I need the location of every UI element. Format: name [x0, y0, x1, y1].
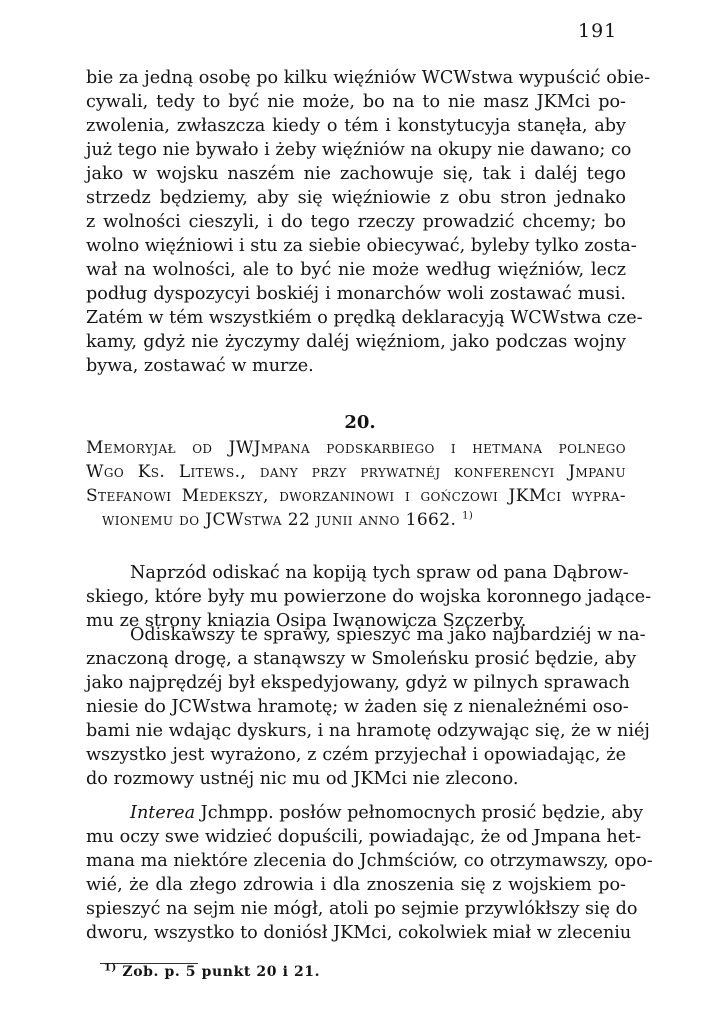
text-line: bami nie wdając dyskurs, i na hramotę odzywając się, że w niéj [86, 721, 650, 741]
text-line-first [86, 801, 644, 825]
text-line: już tego nie bywało i żeby więźniów na okupy nie dawano; co [86, 140, 632, 160]
text-line: Odiskawszy te sprawy, spieszyć ma jako najbardziéj w na- [130, 625, 646, 645]
heading-line: Memoryjał od JWJmpana podskarbiego i hetmana polnego [86, 438, 626, 458]
text-line: wolno więźniowi i stu za siebie obiecywać, byleby tylko zosta- [86, 236, 637, 256]
text-line: z wolności cieszyli, i do tego rzeczy prowadzić chcemy; bo [86, 212, 626, 232]
text-line: skiego, które były mu powierzone do wojska koronnego jadące- [86, 587, 652, 607]
text-fragment: Jchmpp. posłów pełnomocnych prosić będzie, aby [195, 803, 644, 823]
text-line: wszystko jest wyrażono, z czém przyjechał i opowiadając, że [86, 745, 626, 765]
heading-line-last [86, 508, 626, 532]
heading-line: Wgo Ks. Litews., dany przy prywatnéj konferencyi Jmpanu [86, 462, 626, 482]
footnote-mark: 1) [104, 962, 117, 974]
text-line: jako najprędzéj był ekspedyjowany, gdyż w pilnych sprawach [86, 673, 630, 693]
footnote [104, 962, 320, 982]
text-line: cywali, tedy to być nie może, bo na to nie masz JKMci po- [86, 92, 626, 112]
text-line: mu ze strony kniazia Osipa Iwanowicza Szczerby. [86, 611, 527, 631]
paragraph [86, 623, 650, 791]
footnote-reference: 1) [462, 510, 474, 522]
text-line: znaczoną drogę, a stanąwszy w Smoleńsku prosić będzie, aby [86, 649, 637, 669]
text-line: spieszyć na sejm nie mógł, atoli po sejmie przywlókłszy się do [86, 899, 638, 919]
paragraph [86, 801, 653, 945]
text-line: jako w wojsku naszém nie zachowuje się, tak i daléj tego [86, 164, 626, 184]
text-line: kamy, gdyż nie życzymy daléj więźniom, jako podczas wojny [86, 332, 626, 352]
heading-line: Stefanowi Medekszy, dworzaninowi i gończowi JKMci wypra- [86, 486, 626, 506]
section-number: 20. [344, 412, 376, 433]
text-line: zwolenia, zwłaszcza kiedy o tém i konstytucyja stanęła, aby [86, 116, 626, 136]
text-line: wał na wolności, ale to być nie może według więźniów, lecz [86, 260, 626, 280]
page-number: 191 [578, 20, 618, 42]
text-line: do rozmowy ustnéj nic mu od JKMci nie zlecono. [86, 769, 519, 789]
text-line: mu oczy swe widzieć dopuścili, powiadając, że od Jmpana het- [86, 827, 642, 847]
text-line: bywa, zostawać w murze. [86, 356, 314, 376]
text-line: Zatém w tém wszystkiém o prędką deklaracyją WCWstwa cze- [86, 308, 643, 328]
text-line: wié, że dla złego zdrowia i dla znoszenia się z wojskiem po- [86, 875, 626, 895]
heading-line-text: wionemu do JCWstwa 22 junii anno 1662. [102, 510, 457, 530]
text-line: strzedz będziemy, aby się więźniowie z obu stron jednako [86, 188, 626, 208]
text-line: bie za jedną osobę po kilku więźniów WCWstwa wypuścić obie- [86, 68, 651, 88]
text-line: niesie do JCWstwa hramotę; w żaden się z nienależnémi oso- [86, 697, 629, 717]
paragraph-continued [86, 66, 651, 378]
text-line: Naprzód odiskać na kopiją tych spraw od pana Dąbrow- [130, 563, 629, 583]
text-line: podług dyspozycyi boskiéj i monarchów woli zostawać musi. [86, 284, 626, 304]
italic-word: Interea [130, 803, 196, 823]
document-heading [86, 436, 626, 532]
footnote-text: Zob. p. 5 punkt 20 i 21. [122, 964, 321, 980]
text-line: mana ma niektóre zlecenia do Jchmściów, co otrzymawszy, opo- [86, 851, 653, 871]
text-line: dworu, wszystko to doniósł JKMci, cokolwiek miał w zleceniu [86, 923, 632, 943]
